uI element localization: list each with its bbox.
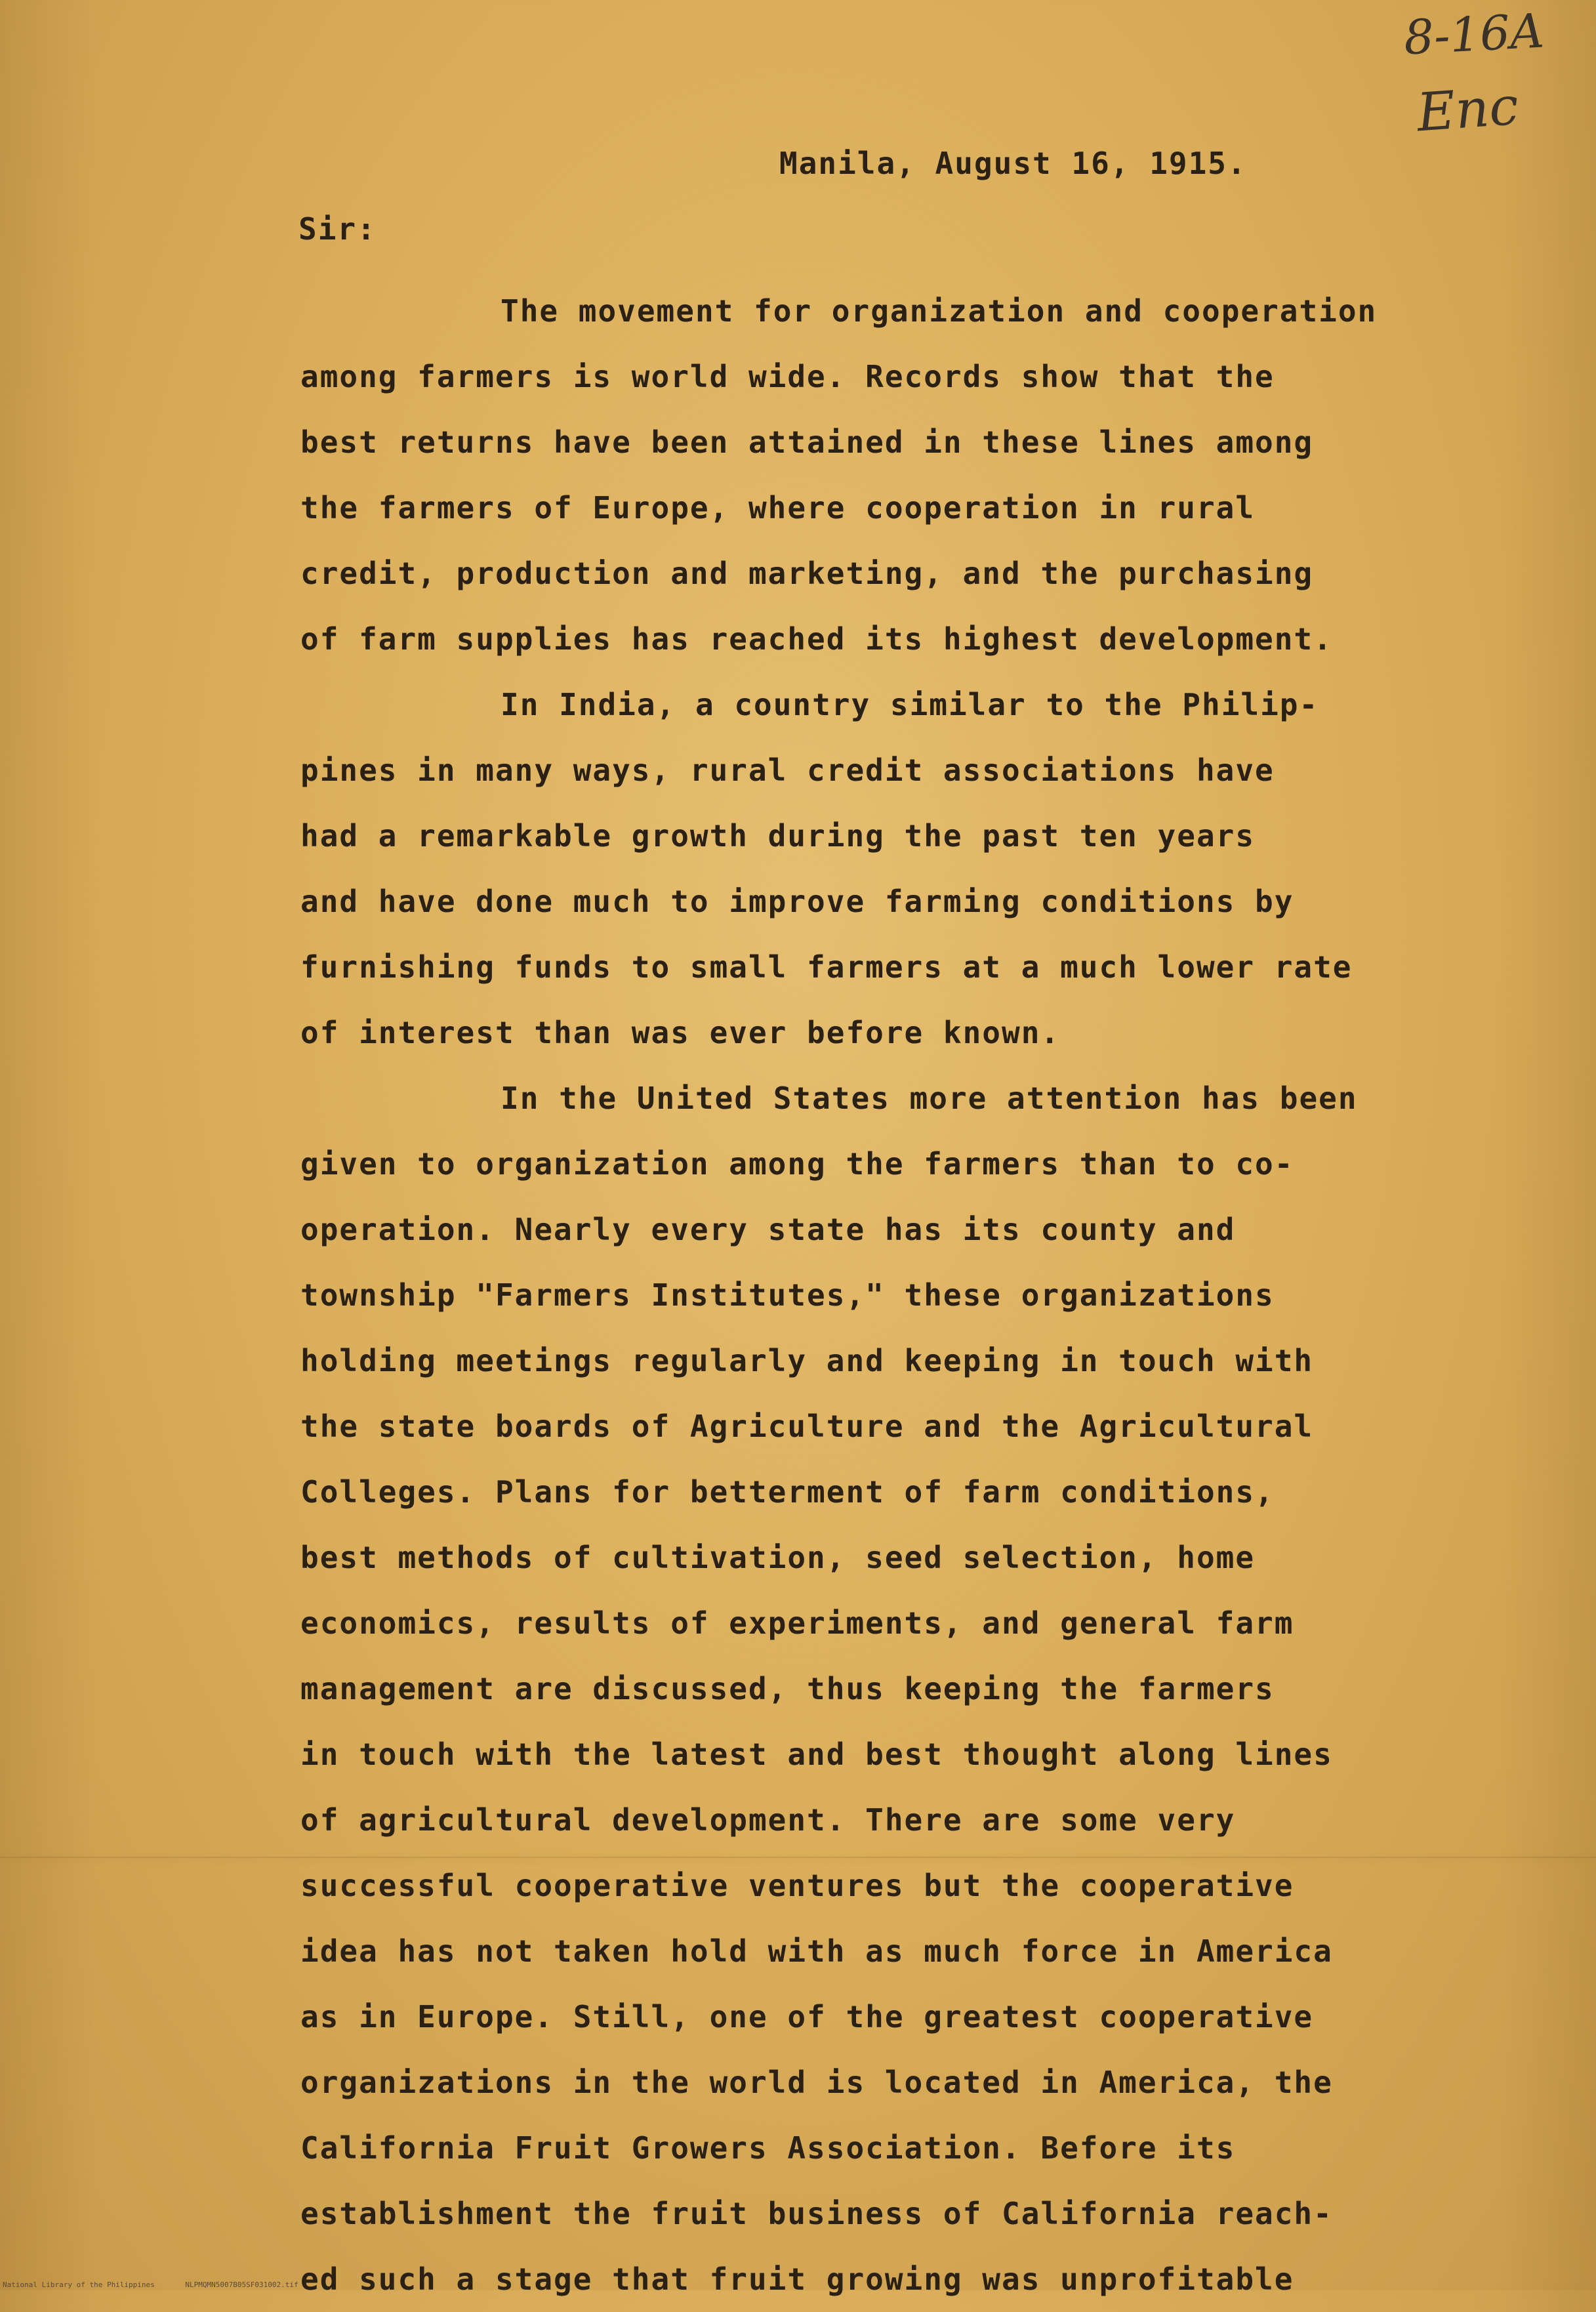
body-line: had a remarkable growth during the past ten years bbox=[300, 818, 1256, 854]
letter-salutation: Sir: bbox=[298, 211, 377, 247]
body-line: management are discussed, thus keeping the farmers bbox=[300, 1671, 1275, 1706]
body-line: establishment the fruit business of California reach- bbox=[300, 2196, 1333, 2231]
body-line: pines in many ways, rural credit associations have bbox=[300, 753, 1275, 788]
body-line: furnishing funds to small farmers at a much lower rate bbox=[300, 949, 1353, 985]
body-line: The movement for organization and cooperation bbox=[501, 293, 1378, 329]
body-line: in touch with the latest and best thought along lines bbox=[300, 1737, 1333, 1772]
letter-body bbox=[300, 278, 1429, 2312]
body-line: of interest than was ever before known. bbox=[300, 1015, 1061, 1050]
handwritten-annotation-reference: 8-16A bbox=[1402, 3, 1545, 66]
body-line: Colleges. Plans for betterment of farm conditions, bbox=[300, 1474, 1275, 1510]
body-line: holding meetings regularly and keeping in touch with bbox=[300, 1343, 1314, 1378]
body-line: as in Europe. Still, one of the greatest cooperative bbox=[300, 1999, 1314, 2034]
body-line: township "Farmers Institutes," these organizations bbox=[300, 1277, 1275, 1313]
body-line: among farmers is world wide. Records show that the bbox=[300, 359, 1275, 394]
archive-file-id: NLPMQMN5007B05SF031002.tif bbox=[185, 2281, 298, 2289]
body-line: the state boards of Agriculture and the Agricultural bbox=[300, 1409, 1314, 1444]
body-line: of agricultural development. There are some very bbox=[300, 1802, 1236, 1838]
body-line: idea has not taken hold with as much force in America bbox=[300, 1933, 1333, 1969]
body-line: In India, a country similar to the Philip- bbox=[501, 687, 1319, 722]
body-line: economics, results of experiments, and general farm bbox=[300, 1605, 1294, 1641]
archive-library-name: National Library of the Philippines bbox=[3, 2281, 155, 2289]
archive-footer bbox=[3, 2281, 325, 2289]
body-line: credit, production and marketing, and the purchasing bbox=[300, 556, 1314, 591]
body-line: California Fruit Growers Association. Before its bbox=[300, 2130, 1236, 2166]
body-line: operation. Nearly every state has its county and bbox=[300, 1212, 1236, 1247]
body-line: given to organization among the farmers than to co- bbox=[300, 1146, 1294, 1182]
letter-date: Manila, August 16, 1915. bbox=[779, 146, 1247, 181]
body-line: organizations in the world is located in America, the bbox=[300, 2065, 1333, 2100]
body-line: of farm supplies has reached its highest development. bbox=[300, 621, 1333, 657]
body-line: and have done much to improve farming conditions by bbox=[300, 884, 1294, 919]
body-line: best returns have been attained in these lines among bbox=[300, 424, 1314, 460]
handwritten-annotation-enclosure: Enc bbox=[1414, 75, 1521, 144]
body-line: ed such a stage that fruit growing was unprofitable bbox=[300, 2261, 1294, 2297]
body-line: the farmers of Europe, where cooperation in rural bbox=[300, 490, 1256, 526]
body-line: In the United States more attention has been bbox=[501, 1081, 1358, 1116]
body-line: best methods of cultivation, seed selection, home bbox=[300, 1540, 1256, 1575]
body-line: successful cooperative ventures but the cooperative bbox=[300, 1868, 1294, 1903]
